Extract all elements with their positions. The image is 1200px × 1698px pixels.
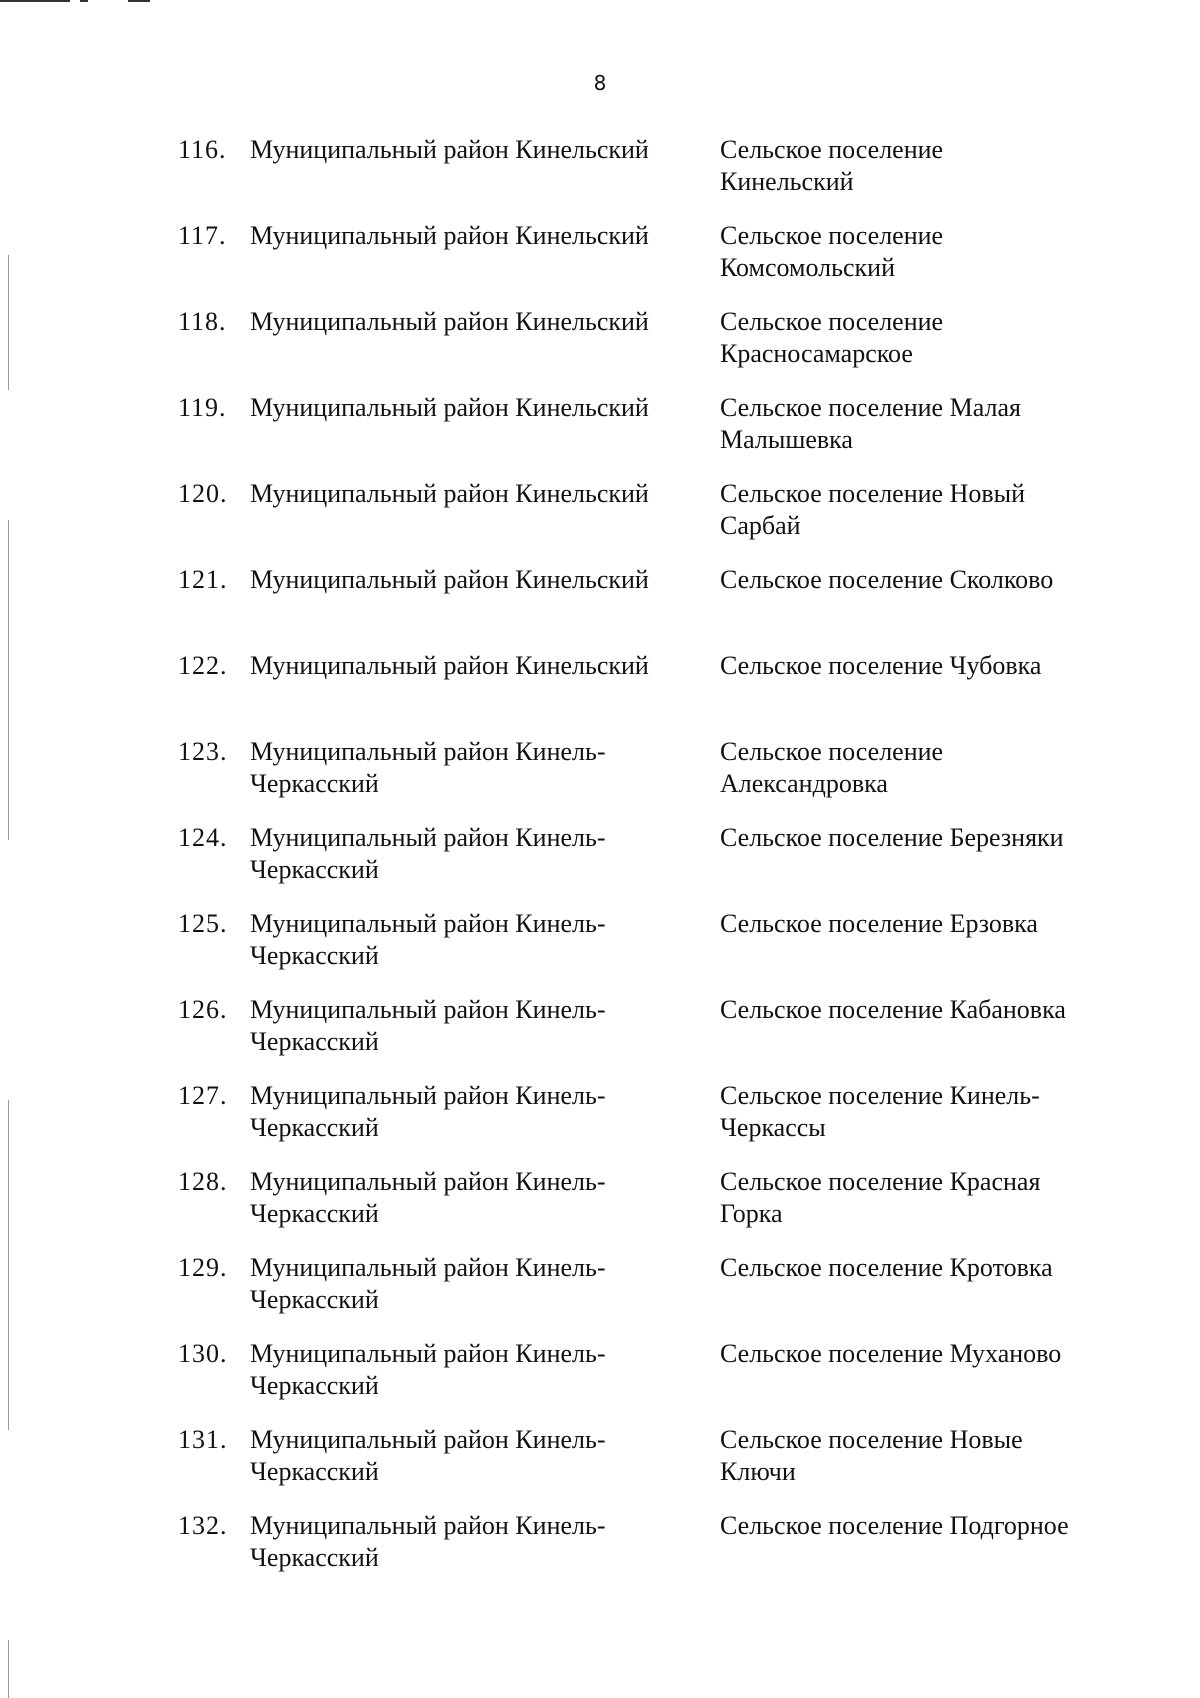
municipal-district: Муниципальный район Кинель-Черкасский bbox=[250, 1253, 606, 1314]
rural-settlement: Сельское поселение Чубовка bbox=[720, 651, 1042, 680]
municipal-district: Муниципальный район Кинель-Черкасский bbox=[250, 1081, 606, 1142]
municipal-district: Муниципальный район Кинельский bbox=[250, 135, 649, 164]
rural-settlement: Сельское поселение Кинельский bbox=[720, 135, 944, 196]
rural-settlement: Сельское поселение Красносамарское bbox=[720, 307, 944, 368]
rural-settlement: Сельское поселение Кабановка bbox=[720, 995, 1066, 1024]
rural-settlement: Сельское поселение Подгорное bbox=[720, 1511, 1069, 1540]
list-item bbox=[178, 478, 1078, 564]
municipal-district: Муниципальный район Кинель-Черкасский bbox=[250, 995, 606, 1056]
scan-artifact-left-2 bbox=[8, 520, 9, 840]
item-number: 117. bbox=[178, 221, 227, 250]
list-item bbox=[178, 736, 1078, 822]
settlement-list bbox=[178, 134, 1078, 1596]
item-number: 123. bbox=[178, 737, 228, 766]
item-number: 120. bbox=[178, 479, 228, 508]
item-number: 119. bbox=[178, 393, 227, 422]
list-item bbox=[178, 822, 1078, 908]
list-item bbox=[178, 650, 1078, 736]
list-item bbox=[178, 1424, 1078, 1510]
page-number: 8 bbox=[593, 71, 607, 95]
municipal-district: Муниципальный район Кинельский bbox=[250, 307, 649, 336]
municipal-district: Муниципальный район Кинельский bbox=[250, 565, 649, 594]
rural-settlement: Сельское поселение Сколково bbox=[720, 565, 1054, 594]
item-number: 122. bbox=[178, 651, 228, 680]
municipal-district: Муниципальный район Кинельский bbox=[250, 479, 649, 508]
municipal-district: Муниципальный район Кинель-Черкасский bbox=[250, 909, 606, 970]
item-number: 131. bbox=[178, 1425, 228, 1454]
rural-settlement: Сельское поселение Малая Малышевка bbox=[720, 393, 1021, 454]
list-item bbox=[178, 134, 1078, 220]
rural-settlement: Сельское поселение Ерзовка bbox=[720, 909, 1038, 938]
rural-settlement: Сельское поселение Новые Ключи bbox=[720, 1425, 1023, 1486]
item-number: 126. bbox=[178, 995, 228, 1024]
list-item bbox=[178, 1080, 1078, 1166]
municipal-district: Муниципальный район Кинель-Черкасский bbox=[250, 1167, 606, 1228]
municipal-district: Муниципальный район Кинель-Черкасский bbox=[250, 823, 606, 884]
municipal-district: Муниципальный район Кинель-Черкасский bbox=[250, 1425, 606, 1486]
list-item bbox=[178, 564, 1078, 650]
municipal-district: Муниципальный район Кинель-Черкасский bbox=[250, 1339, 606, 1400]
rural-settlement: Сельское поселение Кротовка bbox=[720, 1253, 1053, 1282]
scan-artifact-top bbox=[0, 0, 150, 2]
item-number: 132. bbox=[178, 1511, 228, 1540]
item-number: 127. bbox=[178, 1081, 228, 1110]
rural-settlement: Сельское поселение Новый Сарбай bbox=[720, 479, 1026, 540]
rural-settlement: Сельское поселение Комсомольский bbox=[720, 221, 944, 282]
item-number: 128. bbox=[178, 1167, 228, 1196]
municipal-district: Муниципальный район Кинель-Черкасский bbox=[250, 1511, 606, 1572]
item-number: 130. bbox=[178, 1339, 228, 1368]
list-item bbox=[178, 1510, 1078, 1596]
list-item bbox=[178, 1166, 1078, 1252]
rural-settlement: Сельское поселение Красная Горка bbox=[720, 1167, 1041, 1228]
list-item bbox=[178, 1252, 1078, 1338]
list-item bbox=[178, 392, 1078, 478]
municipal-district: Муниципальный район Кинельский bbox=[250, 221, 649, 250]
list-item bbox=[178, 306, 1078, 392]
municipal-district: Муниципальный район Кинель-Черкасский bbox=[250, 737, 606, 798]
rural-settlement: Сельское поселение Березняки bbox=[720, 823, 1064, 852]
item-number: 124. bbox=[178, 823, 228, 852]
item-number: 118. bbox=[178, 307, 227, 336]
rural-settlement: Сельское поселение Кинель-Черкассы bbox=[720, 1081, 1040, 1142]
municipal-district: Муниципальный район Кинельский bbox=[250, 651, 649, 680]
list-item bbox=[178, 220, 1078, 306]
municipal-district: Муниципальный район Кинельский bbox=[250, 393, 649, 422]
list-item bbox=[178, 908, 1078, 994]
rural-settlement: Сельское поселение Муханово bbox=[720, 1339, 1062, 1368]
scan-artifact-left-4 bbox=[8, 1640, 9, 1698]
item-number: 129. bbox=[178, 1253, 228, 1282]
item-number: 121. bbox=[178, 565, 228, 594]
scan-artifact-left-1 bbox=[8, 255, 9, 390]
scan-artifact-left-3 bbox=[8, 1100, 9, 1430]
item-number: 125. bbox=[178, 909, 228, 938]
item-number: 116. bbox=[178, 135, 227, 164]
list-item bbox=[178, 994, 1078, 1080]
list-item bbox=[178, 1338, 1078, 1424]
rural-settlement: Сельское поселение Александровка bbox=[720, 737, 944, 798]
